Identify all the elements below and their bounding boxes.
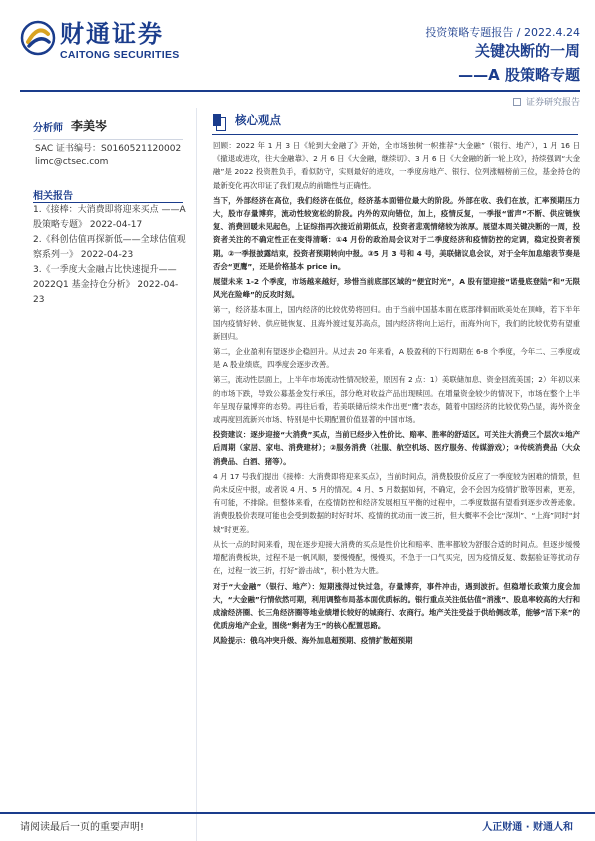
footer-disclaimer: 请阅读最后一页的重要声明! bbox=[20, 822, 145, 833]
logo-chinese-name: 财通证券 bbox=[60, 20, 164, 48]
analyst-email[interactable]: limc@ctsec.com bbox=[35, 157, 109, 167]
logo-english-name: CAITONG SECURITIES bbox=[60, 49, 180, 61]
header-divider bbox=[20, 90, 580, 92]
related-reports-list bbox=[33, 203, 188, 308]
report-title: 关键决断的一周 bbox=[474, 42, 580, 60]
document-icon bbox=[513, 98, 521, 106]
paragraph-finance: 对于“大金融”（银行、地产）：短期涨得过快过急，存量博弈，事件冲击，遇到波折。但稳增长政策力度会加大，“大金融”行情依然可期，利用调整布局基本面优质标的。银行重点关注低估值“消涨”、股息率较高的大行和成渝经济圈、长三角经济圈等地业绩增长较好的城商行、农商行。地产关注受益于供给侧改革，能够“活下来”的优质房地产企业，围绕“剩者为王”的核心配置思路。 bbox=[213, 581, 580, 631]
core-views-divider bbox=[212, 134, 578, 135]
related-reports-heading: 相关报告 bbox=[33, 187, 183, 203]
paragraph-long-term: 从长一点的时间来看，现在逐步迎接大消费的买点是性价比和赔率、胜率都较为舒服合适的时间点。但逐步缓慢增配消费板块，过程不是一帆风顺，要慢慢配，慢慢买，不急于一口气买完，因为疫情反复、数据验证等扰动存在，过程一波三折，打好“游击战”，积小胜为大胜。 bbox=[213, 539, 580, 576]
analyst-label: 分析师 bbox=[33, 123, 63, 134]
analyst-sac-number: SAC 证书编号：S0160521120002 bbox=[35, 144, 182, 154]
paragraph-review: 回顾：2022 年 1 月 3 日《轮到大金融了》开始，全市场独树一帜推荐“大金融”（银行、地产），1 月 16 日《撤退或进攻，往大金融靠》、2 月 6 日《大金融，继续切》、3 月 6 日《大金融的新一轮上攻》，持续强调“大金融”是 2022 投资胜负手，看似防守，实则最好的进攻，一季度房地产、银行、位列涨幅榜前三位，基金持仓的最新变化再次印证了我们观点的前瞻性与正确性。 bbox=[213, 141, 580, 190]
core-views-header bbox=[213, 112, 281, 128]
related-report-item[interactable]: 2.《科创估值再探新低——全球估值观察系列一》 2022-04-23 bbox=[33, 235, 186, 260]
paragraph-consumption-call: 4 月 17 号我们提出《接棒：大消费即将迎来买点》，当前时间点，消费股股价反应了一季度较为困难的情景，但尚未反应中报，或者说 4 月、5 月的情况。4 月、5 月数据如何，不确定，会不会因为疫情扩散等因素，更差，有可能，不排除。但整体来看，在疫情防控和经济发展相互平衡的过程中，二季度数据有望看到逐步改善迹象。消费股股价表现可能也会受到数据的时好时坏、疫情的扰动而一波三折，但大概率不会比“深圳”、“上海”同时“封城”时更差。 bbox=[213, 471, 580, 534]
report-category bbox=[513, 95, 580, 108]
footer-slogan: 人正财通 · 财通人和 bbox=[482, 822, 573, 833]
footer-divider bbox=[0, 812, 595, 814]
column-divider bbox=[196, 108, 197, 841]
company-logo bbox=[20, 20, 180, 61]
paragraph-point-three: 第三，流动性层面上，上半年市场流动性情况较差，原因有 2 点：1）美联储加息、资金回流美国；2）年初以来的市场下跌，导致公募基金发行承压，部分绝对收益产品出现赎回。在增量资金较少的情况下，市场在整个上半年呈现存量博弈的态势。再往后看，若美联储后续未作出更“鹰”表态，随着中国经济的比较优势凸显，海外资金或再度回流新兴市场、特别是中长期配置价值显著的中国市场。 bbox=[213, 375, 580, 425]
analyst-name: 李美岑 bbox=[71, 119, 108, 133]
core-views-title: 核心观点 bbox=[235, 113, 281, 127]
paragraph-point-one: 第一，经济基本面上，国内经济的比较优势将回归。由于当前中国基本面在底部徘徊而欧美处在顶峰，若下半年国内疫情好转、供应链恢复、且海外渡过复苏高点，国内经济将向上运行，而海外向下，我们的比较优势有望重新回归。 bbox=[213, 305, 580, 341]
core-views-body bbox=[213, 139, 580, 650]
logo-emblem-icon bbox=[20, 20, 56, 56]
related-report-item[interactable]: 1.《接棒：大消费即将迎来买点 ——A 股策略专题》 2022-04-17 bbox=[33, 205, 186, 230]
report-type-date: 投资策略专题报告 / 2022.4.24 bbox=[425, 26, 580, 39]
report-category-label: 证券研究报告 bbox=[525, 98, 580, 108]
report-subtitle: ——A 股策略专题 bbox=[458, 66, 580, 84]
paragraph-current-situation: 当下，外部经济在高位，我们经济在低位，经济基本面错位最大的阶段。外部在收、我们在放，汇率预期压力大，股市存量博弈，流动性较宽松的阶段。内外的双向错位，加上，疫情反复，一季报“雷声”不断、供应链恢复、消费回暖未见起色，上证综指再次接近前期低点，投资者悲观情绪较为浓厚。展望本周关键决断的一周，投资者关注的不确定性正在变得清晰：①4 月份的政治局会议对于二季度经济和疫情防控的定调，稳定投资者预期。②一季报披露结束，投资者预期转向中报。③5 月 3 号和 4 号，美联储议息会议，对于全年加息缩表节奏是否会“更鹰”，还是价格基本 price in。 bbox=[213, 195, 580, 271]
paragraph-point-two: 第二，企业盈利有望逐步企稳回升。从过去 20 年来看，A 股盈利的下行周期在 6-8 个季度，今年二、三季度或是 A 股业绩底，四季度会逐步改善。 bbox=[213, 347, 580, 370]
related-report-item[interactable]: 3.《一季度大金融占比快速提升——2022Q1 基金持仓分析》 2022-04-23 bbox=[33, 265, 179, 305]
paragraph-risk-warning: 风险提示：俄乌冲突升级、海外加息超预期、疫情扩散超预期 bbox=[213, 636, 413, 646]
analyst-header bbox=[33, 108, 183, 140]
paragraph-investment-advice: 投资建议：逐步迎接“大消费”买点，当前已经步入性价比、赔率、胜率的舒适区。可关注大消费三个层次①地产后周期（家居、家电、消费建材）；②服务消费（社服、航空机场、医疗服务、传媒游戏）；③传统消费品（大众消费品、白酒、猪等）。 bbox=[213, 430, 580, 466]
paragraph-outlook: 展望未来 1-2 个季度，市场越来越好，珍惜当前底部区域的“便宜时光”，A 股有望迎接“诺曼底登陆”和“无限风光在险峰”的反攻时刻。 bbox=[213, 277, 580, 300]
section-marker-icon bbox=[213, 114, 221, 126]
